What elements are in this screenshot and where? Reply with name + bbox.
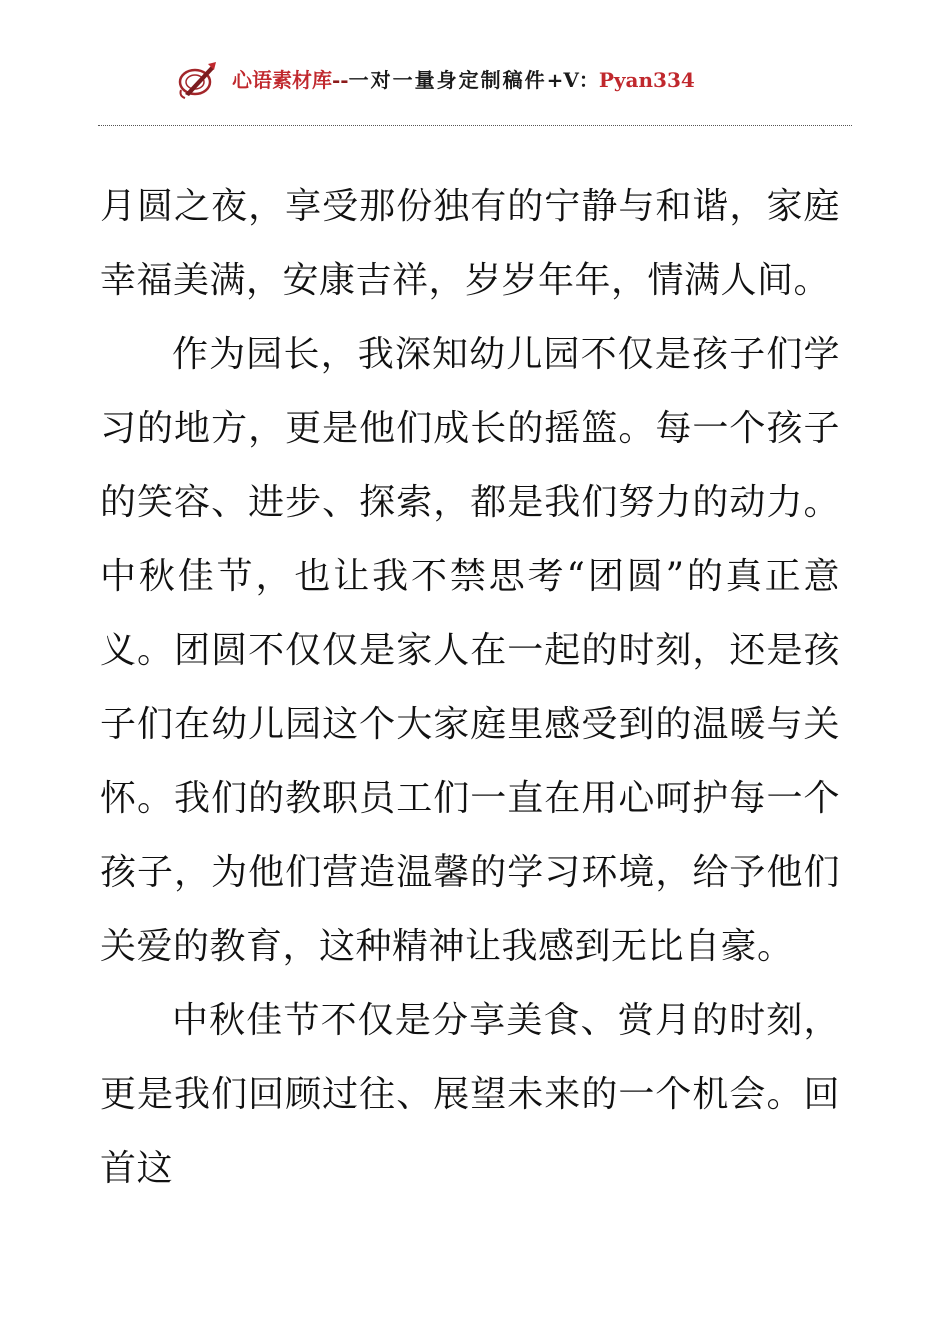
contact-account: Pyan334 [598,68,695,92]
document-body [100,170,840,1206]
quill-pen-logo-icon [175,60,219,100]
header-title [232,67,695,93]
contact-prefix: +V： [546,68,599,92]
header-separator: -- [332,68,349,92]
header-divider [98,125,852,126]
brand-name: 心语素材库 [232,68,332,92]
paragraph-3: 中秋佳节不仅是分享美食、赏月的时刻，更是我们回顾过往、展望未来的一个机会。回首这 [100,1000,840,1189]
page-header [0,58,950,106]
paragraph-1: 月圆之夜，享受那份独有的宁静与和谐，家庭幸福美满，安康吉祥，岁岁年年，情满人间。 [100,186,840,301]
header-tagline: 一对一量身定制稿件 [348,68,547,92]
paragraph-2: 作为园长，我深知幼儿园不仅是孩子们学习的地方，更是他们成长的摇篮。每一个孩子的笑容、进步、探索，都是我们努力的动力。中秋佳节，也让我不禁思考“团圆”的真正意义。团圆不仅仅是家人在一起的时刻，还是孩子们在幼儿园这个大家庭里感受到的温暖与关怀。我们的教职员工们一直在用心呵护每一个孩子，为他们营造温馨的学习环境，给予他们关爱的教育，这种精神让我感到无比自豪。 [100,334,840,967]
